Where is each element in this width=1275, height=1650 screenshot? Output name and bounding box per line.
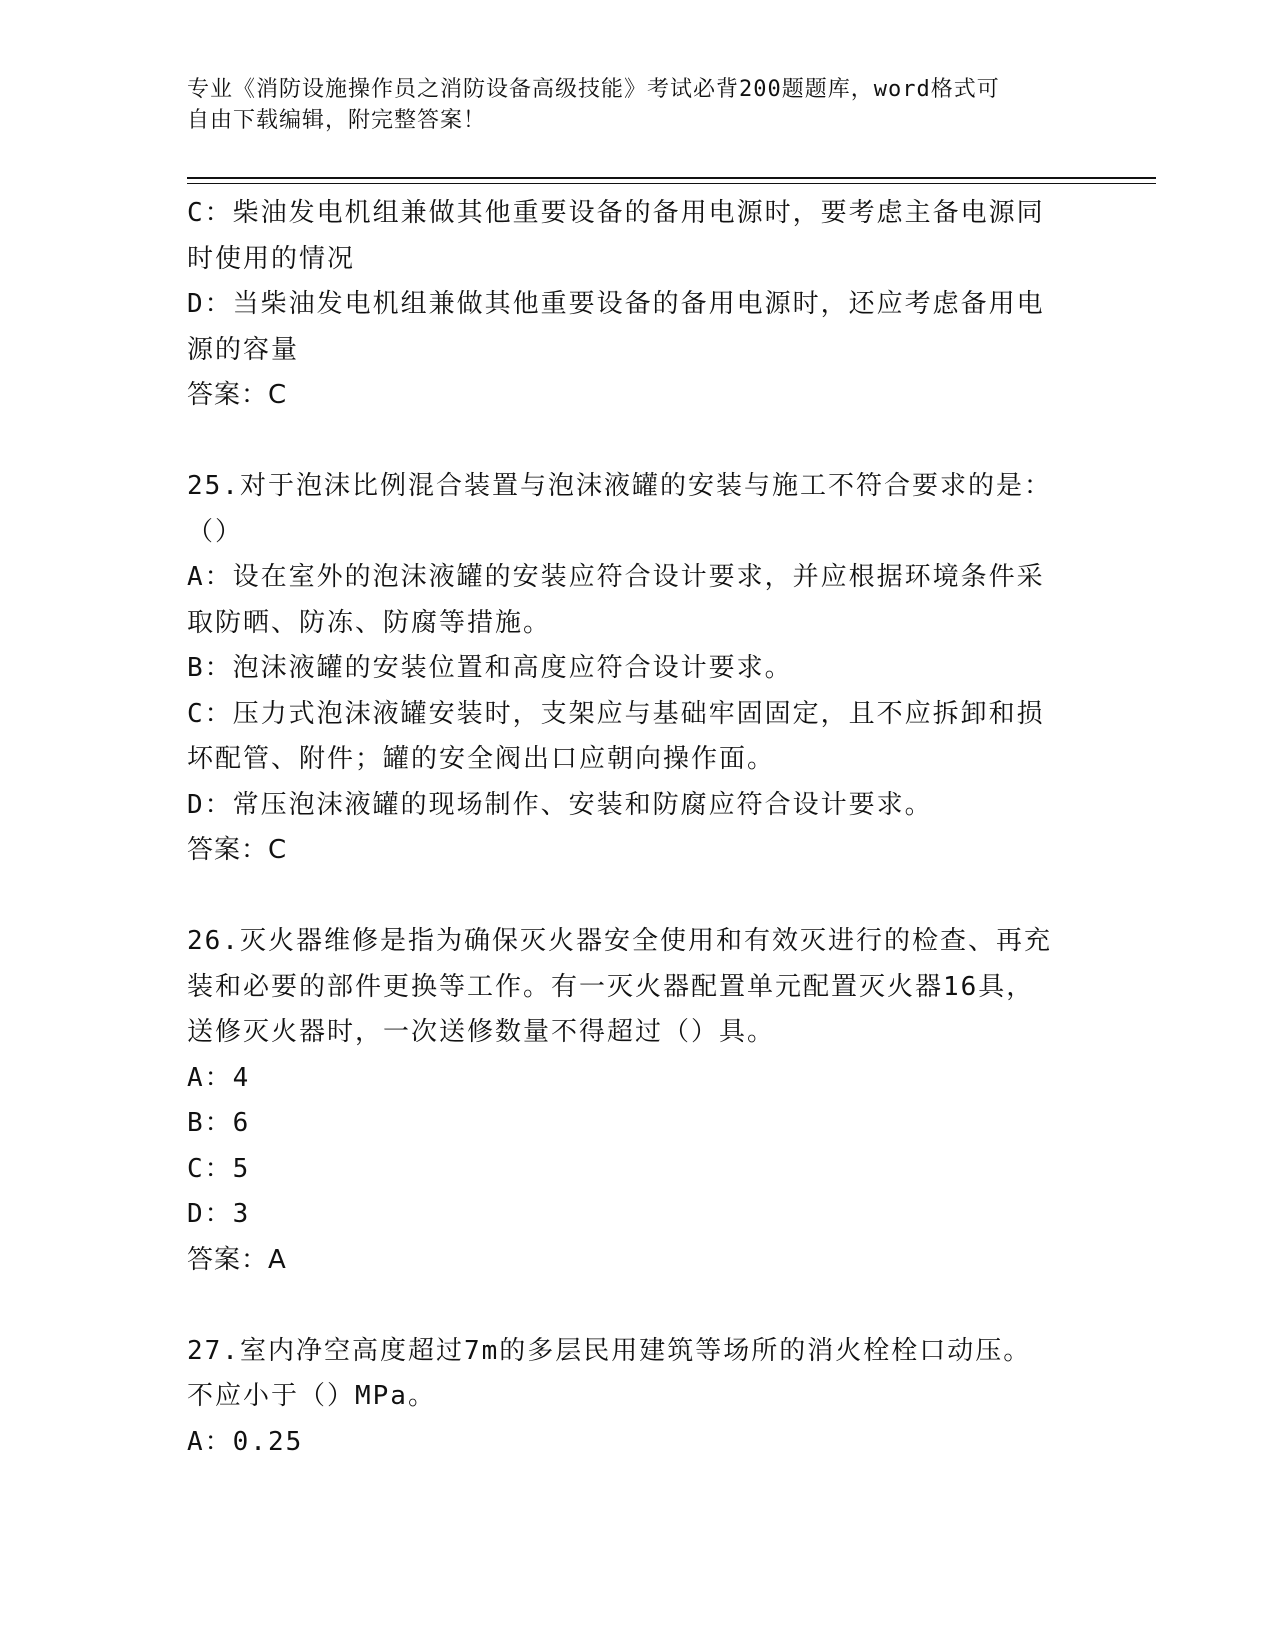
- option-a: A：4: [187, 1062, 251, 1093]
- question-stem-line-2: 装和必要的部件更换等工作。有一灭火器配置单元配置灭火器16具，: [187, 971, 1035, 1002]
- option-b: B：6: [187, 1108, 251, 1138]
- option-d-line-2: 源的容量: [187, 334, 300, 365]
- question-stem-line-2: （）: [187, 516, 244, 547]
- question-stem-line-1: 26.灭火器维修是指为确保灭火器安全使用和有效灭进行的检查、再充: [187, 926, 1052, 956]
- question-stem-line-1: 27.室内净空高度超过7m的多层民用建筑等场所的消火栓栓口动压。: [187, 1335, 1032, 1366]
- question-24-tail: [187, 191, 1087, 419]
- header-line-1: 专业《消防设施操作员之消防设备高级技能》考试必背200题题库，word格式可: [187, 77, 1000, 102]
- answer-line: 答案：A: [187, 1244, 287, 1275]
- spacer: [187, 419, 1087, 465]
- answer-line: 答案：C: [187, 380, 288, 410]
- option-b: B：泡沫液罐的安装位置和高度应符合设计要求。: [187, 653, 793, 683]
- option-a-line-1: A：设在室外的泡沫液罐的安装应符合设计要求，并应根据环境条件采: [187, 562, 1045, 592]
- option-a-line-2: 取防晒、防冻、防腐等措施。: [187, 607, 552, 638]
- header-line-2: 自由下载编辑，附完整答案！: [187, 108, 487, 133]
- question-stem-line-2: 不应小于（）MPa。: [187, 1381, 436, 1411]
- question-stem-line-3: 送修灭火器时，一次送修数量不得超过（）具。: [187, 1017, 776, 1047]
- question-stem-line-1: 25.对于泡沫比例混合装置与泡沫液罐的安装与施工不符合要求的是：: [187, 471, 1052, 501]
- answer-line: 答案：C: [187, 835, 288, 865]
- header-divider-thick: [187, 177, 1156, 179]
- question-27: [187, 1329, 1087, 1466]
- question-list: [187, 191, 1087, 1465]
- option-c: C：5: [187, 1153, 251, 1184]
- spacer: [187, 1283, 1087, 1329]
- option-a: A：0.25: [187, 1426, 304, 1457]
- question-25: [187, 464, 1087, 874]
- option-d: D：常压泡沫液罐的现场制作、安装和防腐应符合设计要求。: [187, 789, 933, 820]
- option-c-line-2: 坏配管、附件；罐的安全阀出口应朝向操作面。: [187, 744, 776, 774]
- option-d: D：3: [187, 1199, 251, 1229]
- header-divider-thin: [187, 183, 1156, 184]
- option-c-line-2: 时使用的情况: [187, 243, 356, 274]
- option-c-line-1: C：柴油发电机组兼做其他重要设备的备用电源时，要考虑主备电源同: [187, 198, 1045, 228]
- spacer: [187, 874, 1087, 920]
- option-d-line-1: D：当柴油发电机组兼做其他重要设备的备用电源时，还应考虑备用电: [187, 289, 1045, 319]
- question-26: [187, 919, 1087, 1283]
- option-c-line-1: C：压力式泡沫液罐安装时，支架应与基础牢固固定，且不应拆卸和损: [187, 698, 1045, 729]
- document-header: [187, 74, 1067, 136]
